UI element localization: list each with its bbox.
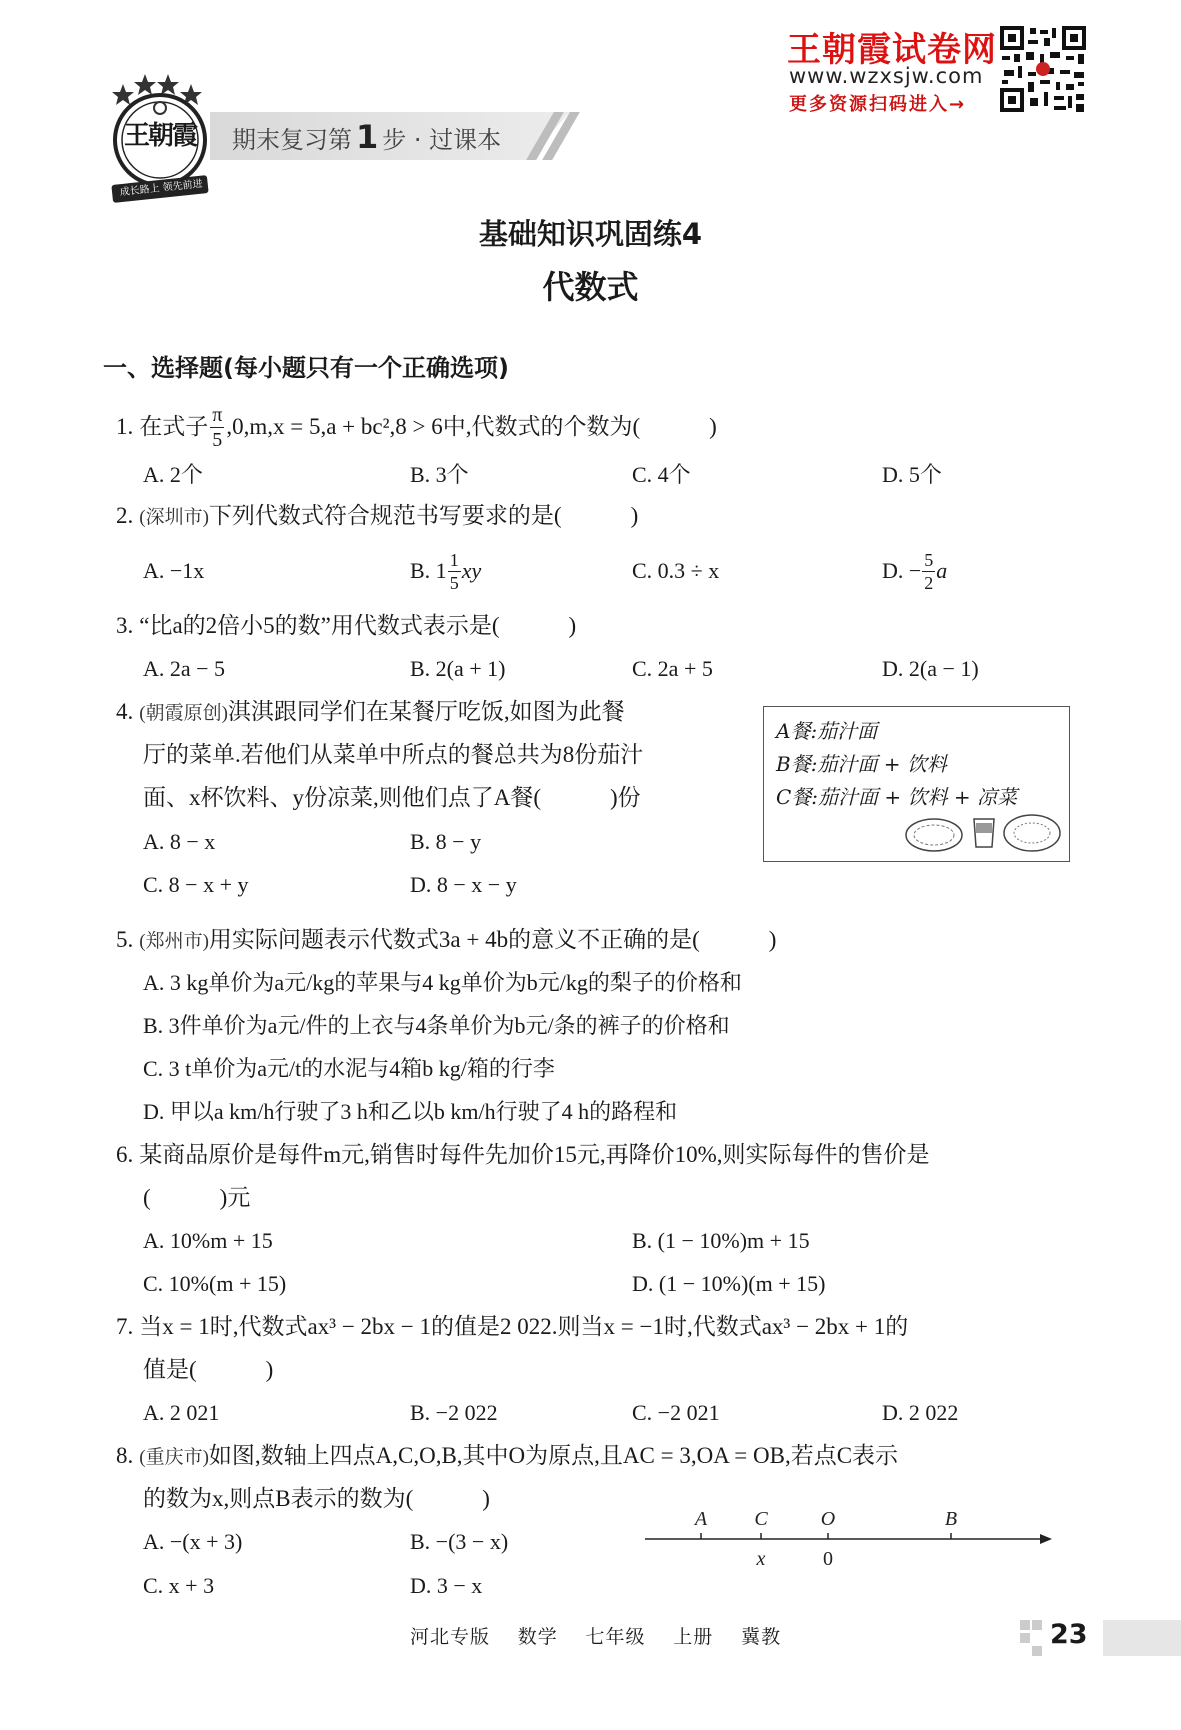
logo-ribbon: 成长路上 领先前进 xyxy=(119,178,204,199)
axis-point-a: A xyxy=(694,1508,708,1530)
q3-option-a[interactable]: A. 2a − 5 xyxy=(143,656,226,681)
fraction-numerator: π xyxy=(212,403,223,426)
q3-option-c[interactable]: C. 2a + 5 xyxy=(632,656,713,681)
fraction-numerator: 1 xyxy=(449,549,459,570)
q2-option-c[interactable]: C. 0.3 ÷ x xyxy=(632,558,720,583)
axis-point-b: B xyxy=(944,1508,958,1530)
option-variable: a xyxy=(936,558,948,583)
q4-option-d[interactable]: D. 8 − x − y xyxy=(410,872,517,897)
option-label: D. − xyxy=(882,558,922,583)
footer-volume: 上册 xyxy=(673,1627,714,1648)
q8-option-c[interactable]: C. x + 3 xyxy=(143,1573,215,1598)
question-text: 某商品原价是每件m元,销售时每件先加价15元,再降价10%,则实际每件的售价是 xyxy=(139,1142,930,1167)
q5-option-a[interactable]: A. 3 kg单价为a元/kg的苹果与4 kg单价为b元/kg的梨子的价格和 xyxy=(143,970,742,995)
q4-option-c[interactable]: C. 8 − x + y xyxy=(143,872,249,897)
q1-option-c[interactable]: C. 4个 xyxy=(632,462,691,487)
q7-option-a[interactable]: A. 2 021 xyxy=(143,1400,220,1425)
question-number: 1. xyxy=(116,414,134,439)
q2-option-d[interactable] xyxy=(882,545,947,597)
banner-prefix: 期末复习第 xyxy=(232,126,352,154)
q6-option-a[interactable]: A. 10%m + 15 xyxy=(143,1228,273,1253)
mixed-fraction xyxy=(448,551,461,592)
question-5 xyxy=(116,925,776,957)
number-line-figure xyxy=(640,1505,1060,1585)
question-number: 3. xyxy=(116,613,134,638)
q2-option-b[interactable] xyxy=(410,545,481,597)
footer-subject: 数学 xyxy=(517,1627,558,1648)
q5-option-b[interactable]: B. 3件单价为a元/件的上衣与4条单价为b元/条的裤子的价格和 xyxy=(143,1013,730,1038)
question-text: 如图,数轴上四点A,C,O,B,其中O为原点,且AC = 3,OA = OB,若点C表示 xyxy=(208,1443,899,1468)
question-3 xyxy=(116,611,576,641)
question-2 xyxy=(116,501,638,533)
qr-code-icon[interactable] xyxy=(1000,26,1086,112)
axis-value-zero: 0 xyxy=(823,1548,833,1570)
q4-option-b[interactable]: B. 8 − y xyxy=(410,829,482,854)
question-4-line-3: 面、x杯饮料、y份凉菜,则他们点了A餐( )份 xyxy=(143,785,641,810)
worksheet-title: 基础知识巩固练4 xyxy=(478,217,703,251)
question-number: 4. xyxy=(116,699,134,724)
question-number: 2. xyxy=(116,503,134,528)
banner-suffix: 步 · 过课本 xyxy=(382,126,502,154)
question-number: 5. xyxy=(116,927,134,952)
site-url[interactable]: www.wzxsjw.com xyxy=(789,64,984,88)
question-source: (郑州市) xyxy=(139,931,209,952)
question-number: 6. xyxy=(116,1142,134,1167)
footer-edition: 河北专版 xyxy=(410,1627,491,1648)
axis-point-o: O xyxy=(820,1508,836,1530)
menu-item-a: A餐:茄汁面 xyxy=(776,719,878,743)
question-text: 淇淇跟同学们在某餐厅吃饭,如图为此餐 xyxy=(227,699,625,724)
footer-grade: 七年级 xyxy=(585,1627,646,1648)
pi-over-5-fraction xyxy=(210,405,224,450)
q6-option-d[interactable]: D. (1 − 10%)(m + 15) xyxy=(632,1271,826,1296)
question-text: ,0,m,x = 5,a + bc²,8 > 6中,代数式的个数为( ) xyxy=(226,414,717,439)
fraction-denominator: 5 xyxy=(212,428,223,451)
option-variable: xy xyxy=(461,558,482,583)
q5-option-d[interactable]: D. 甲以a km/h行驶了3 h和乙以b km/h行驶了4 h的路程和 xyxy=(143,1099,678,1124)
q8-option-d[interactable]: D. 3 − x xyxy=(410,1573,483,1598)
q3-option-d[interactable]: D. 2(a − 1) xyxy=(882,656,979,681)
menu-item-b: B餐:茄汁面 + 饮料 xyxy=(776,752,947,776)
question-text: 下列代数式符合规范书写要求的是( ) xyxy=(208,503,639,528)
q2-option-a[interactable]: A. −1x xyxy=(143,558,205,583)
section-heading: 一、选择题(每小题只有一个正确选项) xyxy=(103,354,509,382)
fraction-numerator: 5 xyxy=(924,549,934,570)
menu-figure xyxy=(763,706,1070,862)
q4-option-a[interactable]: A. 8 − x xyxy=(143,829,216,854)
axis-point-c: C xyxy=(754,1508,768,1530)
question-source: (朝霞原创) xyxy=(139,703,228,724)
q7-option-b[interactable]: B. −2 022 xyxy=(410,1400,498,1425)
banner-step: 1 xyxy=(356,118,379,156)
question-source: (深圳市) xyxy=(139,507,209,528)
site-hint: 更多资源扫码进入→ xyxy=(789,94,967,115)
question-1 xyxy=(116,402,717,452)
fraction-denominator: 2 xyxy=(924,572,934,593)
page-number: 23 xyxy=(1050,1619,1088,1650)
banner-text xyxy=(232,118,501,156)
q1-option-a[interactable]: A. 2个 xyxy=(143,462,203,487)
question-text: 用实际问题表示代数式3a + 4b的意义不正确的是( ) xyxy=(208,927,777,952)
q6-option-c[interactable]: C. 10%(m + 15) xyxy=(143,1271,287,1296)
question-6-line-1 xyxy=(116,1140,930,1170)
header xyxy=(0,0,1181,200)
logo-name: 王朝霞 xyxy=(123,121,196,151)
question-text: 当x = 1时,代数式ax³ − 2bx − 1的值是2 022.则当x = −1时,代数式ax³ − 2bx + 1的 xyxy=(139,1314,909,1339)
q5-option-c[interactable]: C. 3 t单价为a元/t的水泥与4箱b kg/箱的行李 xyxy=(143,1056,555,1081)
question-number: 8. xyxy=(116,1443,134,1468)
site-name: 王朝霞试卷网 xyxy=(787,30,997,70)
question-6-line-2: ( )元 xyxy=(143,1185,251,1210)
question-number: 7. xyxy=(116,1314,134,1339)
question-text: “比a的2倍小5的数”用代数式表示是( ) xyxy=(139,613,577,638)
q1-option-b[interactable]: B. 3个 xyxy=(410,462,469,487)
question-8-line-1 xyxy=(116,1441,898,1473)
question-8-line-2: 的数为x,则点B表示的数为( ) xyxy=(143,1486,490,1511)
q7-option-d[interactable]: D. 2 022 xyxy=(882,1400,959,1425)
question-text: 在式子 xyxy=(139,414,209,439)
q3-option-b[interactable]: B. 2(a + 1) xyxy=(410,656,506,681)
food-illustration-icon xyxy=(904,809,1064,857)
q1-option-d[interactable]: D. 5个 xyxy=(882,462,942,487)
axis-value-x: x xyxy=(756,1548,766,1570)
question-4-line-2: 厅的菜单.若他们从菜单中所点的餐总共为8份茄汁 xyxy=(143,742,644,767)
question-7-line-2: 值是( ) xyxy=(143,1357,274,1382)
q8-option-a[interactable]: A. −(x + 3) xyxy=(143,1529,243,1554)
menu-item-c: C餐:茄汁面 + 饮料 + 凉菜 xyxy=(776,785,1017,809)
fraction-denominator: 5 xyxy=(449,572,459,593)
question-source: (重庆市) xyxy=(139,1447,209,1468)
five-halves-fraction xyxy=(922,551,935,592)
footer-info xyxy=(410,1622,781,1649)
question-4-line-1 xyxy=(116,697,625,729)
question-7-line-1 xyxy=(116,1312,908,1342)
footer-publisher: 冀教 xyxy=(741,1627,782,1648)
page-corner-deco xyxy=(1020,1620,1044,1656)
option-label: B. 1 xyxy=(410,558,447,583)
q8-option-b[interactable]: B. −(3 − x) xyxy=(410,1529,509,1554)
q6-option-b[interactable]: B. (1 − 10%)m + 15 xyxy=(632,1228,810,1253)
page-number-bar xyxy=(1103,1620,1181,1656)
worksheet-subtitle: 代数式 xyxy=(542,268,639,306)
q7-option-c[interactable]: C. −2 021 xyxy=(632,1400,720,1425)
